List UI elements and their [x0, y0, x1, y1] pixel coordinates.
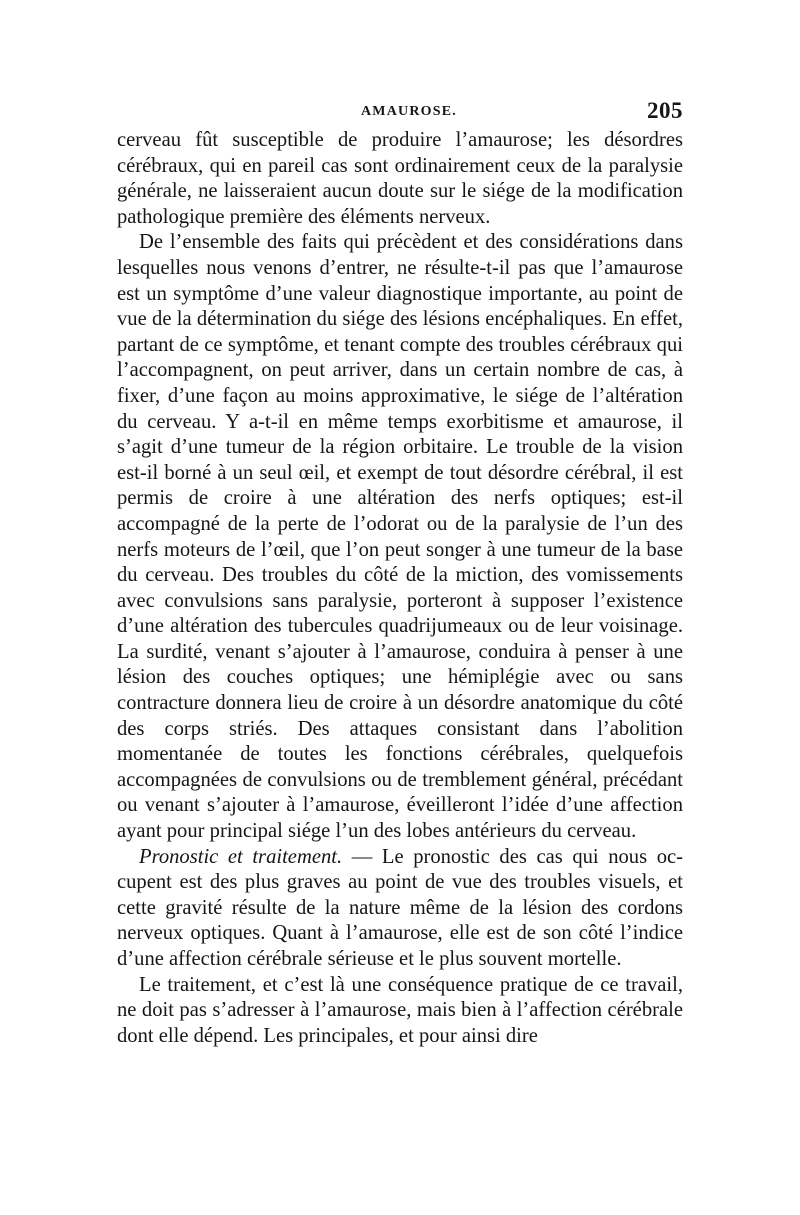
text-body — [117, 128, 683, 1049]
paragraph-prognosis — [117, 845, 683, 973]
paragraph-diagnosis: De l’ensemble des faits qui précèdent et des considérations dans lesquelles nous venons d’entrer, ne résulte-t-il pas que l’amaurose est un symptôme d’une valeur diagnostique importante, au point de vue de la détermination du siége des lésions encéphaliques. En effet, partant de ce symptôme, et tenant compte des troubles cérébraux qui l’accompagnent, on peut arriver, dans un certain nombre de cas, à fixer, d’une façon au moins approximative, le siége de l’altération du cerveau. Y a-t-il en même temps exorbitisme et amaurose, il s’agit d’une tumeur de la région orbitaire. Le trouble de la vision est-il borné à un seul œil, et exempt de tout désordre cérébral, il est permis de croire à une altération des nerfs optiques; est-il accompagné de la perte de l’odorat ou de la paralysie de l’un des nerfs moteurs de l’œil, que l’on peut songer à une tumeur de la base du cerveau. Des troubles du côté de la miction, des vomissements avec convulsions sans paralysie, porteront à supposer l’existence d’une altération des tubercules quadrijumeaux ou de leur voisinage. La surdité, venant s’ajouter à l’amaurose, conduira à penser à une lésion des couches optiques; une hémiplégie avec ou sans contracture donnera lieu de croire à un désordre anatomique du côté des corps striés. Des attaques consistant dans l’abolition momentanée de toutes les fonctions cérébrales, quelquefois accompagnées de convulsions ou de tremblement général, précédant ou venant s’ajouter à l’amaurose, éveilleront l’idée d’une affection ayant pour principal siége l’un des lobes antérieurs du cerveau. — [117, 231, 683, 843]
page-number: 205 — [647, 98, 683, 123]
running-title: AMAUROSE. — [361, 104, 457, 119]
paragraph-continuation: cerveau fût susceptible de produire l’amaurose; les désordres cérébraux, qui en pareil cas sont ordinairement ceux de la paralysie générale, ne laisseraient aucun doute sur le siége de la modification pathologique première des éléments nerveux. — [117, 129, 683, 228]
paragraph-prognosis-text: — Le pronostic des cas qui nous occupent est des plus graves au point de vue des troubles visuels, et cette gravité résulte de la nature même de la lésion des cordons nerveux optiques. Quant à l’amaurose, elle est de son côté l’indice d’une affection cérébrale sérieuse et le plus souvent mortelle. — [117, 845, 683, 970]
running-head — [117, 100, 683, 124]
paragraph-treatment: Le traitement, et c’est là une conséquence pratique de ce travail, ne doit pas s’adresser à l’amaurose, mais bien à l’affection cérébrale dont elle dépend. Les principales, et pour ainsi dire — [117, 973, 683, 1047]
section-heading-prognosis: Pronostic et traitement. — [139, 845, 343, 868]
